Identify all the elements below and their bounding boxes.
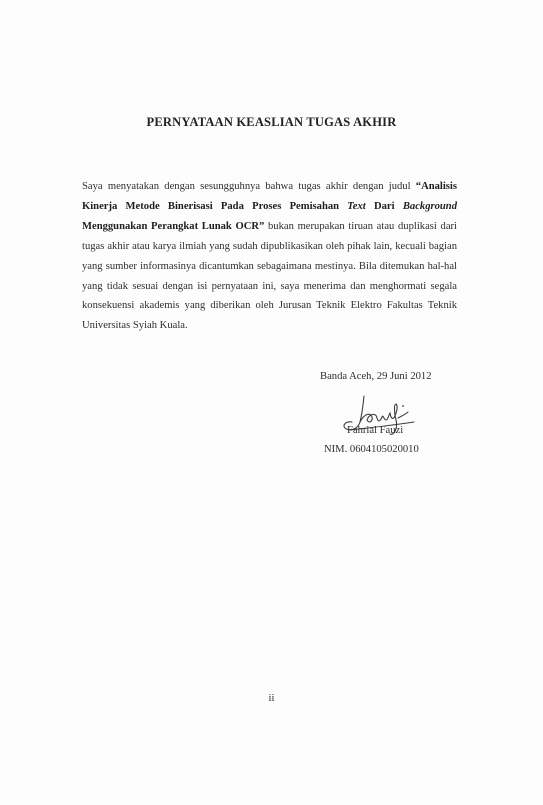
signer-nim: NIM. 0604105020010 [324,444,419,455]
thesis-title-italic-text: Text [347,200,366,212]
statement-rest: bukan merupakan tiruan atau duplikasi dari tugas akhir atau karya ilmiah yang sudah dipublikasikan oleh pihak lain, kecuali bagian yang sumber informasinya dicantumkan sebagaimana mestinya. Bila ditemukan hal-hal yang tidak sesuai dengan isi pernyataan ini, saya menerima dan menghormati segala konsekuensi akademis yang diberikan oleh Jurusan Teknik Elektro Fakultas Teknik Universitas Syiah Kuala. [82,220,457,332]
thesis-title-part1: “Analisis Kinerja Metode Binerisasi Pada Proses Pemisahan [82,181,457,212]
place-date: Banda Aceh, 29 Juni 2012 [320,371,432,382]
statement-paragraph [82,177,457,336]
thesis-title-italic-background: Background [402,200,457,212]
page-number: ii [268,693,275,704]
thesis-title-part2: Dari [365,200,403,212]
thesis-title-part3: Menggunakan Perangkat Lunak OCR” [82,220,265,232]
page-title: PERNYATAAN KEASLIAN TUGAS AKHIR [146,115,397,129]
statement-intro: Saya menyatakan dengan sesungguhnya bahwa tugas akhir dengan judul [82,181,416,192]
signer-name: Fahrial Fauzi [347,425,404,436]
